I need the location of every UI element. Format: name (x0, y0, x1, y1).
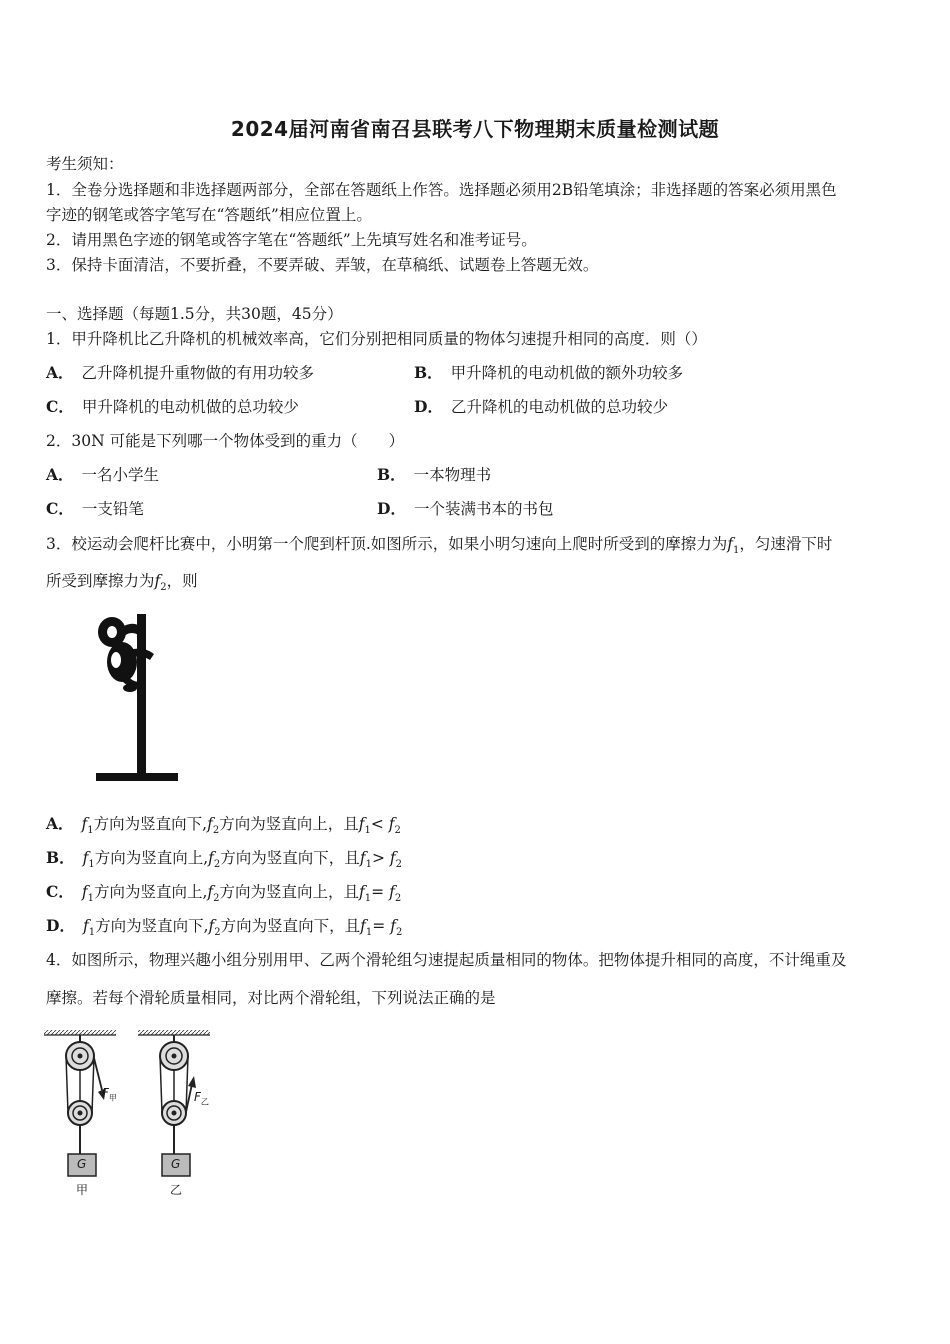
question-2-stem: 2．30N 可能是下列哪一个物体受到的重力（ ） (46, 432, 405, 450)
option-key: C． (46, 499, 74, 518)
stem-text: 所受到摩擦力为 (46, 572, 155, 590)
question-3-stem-line2 (46, 569, 198, 593)
symbol-f: f (727, 535, 734, 553)
option-text: 方向为竖直向上, (94, 849, 209, 867)
stem-text: 3．校运动会爬杆比赛中，小明第一个爬到杆顶.如图所示，如果小明匀速向上爬时所受到的摩擦力为 (46, 535, 728, 553)
symbol-f: f (81, 815, 88, 833)
subscript: 1 (87, 893, 94, 905)
question-3-stem-line1 (46, 532, 832, 556)
option-key: D． (377, 499, 406, 518)
option-text: 甲升降机的电动机做的额外功较多 (450, 364, 684, 382)
q1-option-b (414, 361, 683, 383)
notice-item-1-cont: 字迹的钢笔或答字笔写在“答题纸”相应位置上。 (46, 206, 372, 224)
symbol-f: f (207, 883, 214, 901)
subscript: 2 (394, 825, 401, 837)
question-4-stem-line1: 4．如图所示，物理兴趣小组分别用甲、乙两个滑轮组匀速提起质量相同的物体。把物体提升相同的高度，不计绳重及 (46, 951, 847, 969)
q1-option-c (46, 395, 299, 417)
symbol-f: f (82, 917, 89, 935)
symbol-f: f (390, 917, 396, 935)
force-subscript: 甲 (108, 1093, 117, 1103)
q2-option-c (46, 497, 144, 519)
option-key: C． (46, 397, 74, 416)
option-text: 方向为竖直向下, (95, 917, 209, 935)
option-text: 方向为竖直向上，且 (219, 883, 360, 901)
subscript: 2 (160, 582, 167, 594)
symbol-f: f (389, 883, 395, 901)
subscript: 2 (395, 927, 403, 939)
option-key: B． (377, 465, 406, 484)
q2-option-b (377, 463, 491, 485)
option-text: 乙升降机的电动机做的总功较少 (450, 398, 668, 416)
notice-item-1: 1．全卷分选择题和非选择题两部分，全部在答题纸上作答。选择题必须用2B铅笔填涂；非选择题的答案必须用黑色 (46, 181, 837, 199)
question-4-stem-line2: 摩擦。若每个滑轮质量相同，对比两个滑轮组，下列说法正确的是 (46, 989, 496, 1007)
subscript: 2 (394, 893, 402, 905)
notice-item-3: 3．保持卡面清洁，不要折叠，不要弄破、弄皱，在草稿纸、试题卷上答题无效。 (46, 256, 599, 274)
option-key: D． (414, 397, 443, 416)
option-key: D． (46, 916, 75, 935)
q3-option-c (46, 880, 401, 904)
pole-base (96, 773, 178, 781)
option-text: 一支铅笔 (81, 500, 144, 518)
subscript: 1 (88, 927, 96, 939)
pulley-figure (42, 1028, 222, 1200)
option-text: 一本物理书 (413, 466, 492, 484)
option-key: B． (46, 848, 75, 867)
option-text: 方向为竖直向上, (93, 883, 208, 901)
symbol-f: f (358, 815, 365, 833)
force-subscript: 乙 (200, 1097, 209, 1107)
symbol-f: f (82, 849, 89, 867)
force-label-right (194, 1090, 209, 1107)
symbol-f: f (359, 849, 366, 867)
option-key: B． (414, 363, 443, 382)
pulley-drawing (42, 1028, 222, 1200)
option-text: 乙升降机提升重物做的有用功较多 (81, 364, 315, 382)
relation: = (372, 917, 386, 935)
q3-option-b (46, 846, 402, 870)
weight-label-left: G (77, 1157, 87, 1171)
pole-climbing-figure (88, 610, 184, 786)
relation: > (371, 849, 385, 867)
option-key: A． (46, 363, 74, 382)
stem-text: ，匀速滑下时 (739, 535, 833, 553)
option-key: C． (46, 882, 74, 901)
caption-left: 甲 (76, 1183, 89, 1197)
notice-heading: 考生须知： (46, 155, 124, 173)
subscript: 1 (88, 859, 95, 871)
force-symbol: F (194, 1090, 201, 1104)
q3-option-a (46, 812, 401, 836)
subscript: 1 (365, 927, 373, 939)
subscript: 1 (733, 545, 740, 557)
option-key: A． (46, 465, 74, 484)
notice-item-2: 2．请用黑色字迹的钢笔或答字笔在“答题纸”上先填写姓名和准考证号。 (46, 231, 537, 249)
subscript: 1 (364, 893, 372, 905)
q3-option-d (46, 914, 402, 938)
pole (137, 614, 146, 776)
q2-option-a (46, 463, 159, 485)
symbol-f: f (154, 572, 161, 590)
q1-option-d (414, 395, 668, 417)
symbol-f: f (208, 849, 214, 867)
option-key: A． (46, 814, 74, 833)
q2-option-d (377, 497, 553, 519)
relation: = (371, 883, 385, 901)
symbol-f: f (81, 883, 88, 901)
symbol-f: f (388, 815, 395, 833)
symbol-f: f (207, 815, 213, 833)
option-text: 一个装满书本的书包 (413, 500, 554, 518)
subscript: 2 (212, 825, 220, 837)
symbol-f: f (359, 883, 365, 901)
caption-right: 乙 (170, 1183, 183, 1197)
subscript: 2 (214, 927, 221, 939)
relation: < (370, 815, 384, 833)
q1-option-a (46, 361, 314, 383)
option-text: 方向为竖直向上，且 (219, 815, 359, 833)
subscript: 2 (395, 859, 402, 871)
subscript: 1 (365, 859, 372, 871)
subscript: 1 (364, 825, 371, 837)
option-text: 一名小学生 (81, 466, 160, 484)
symbol-f: f (360, 917, 366, 935)
option-text: 方向为竖直向下, (93, 815, 208, 833)
page-title: 2024届河南省南召县联考八下物理期末质量检测试题 (230, 117, 720, 141)
symbol-f: f (208, 917, 215, 935)
option-text: 方向为竖直向下，且 (220, 849, 360, 867)
stem-text: ，则 (166, 572, 198, 590)
option-text: 方向为竖直向下，且 (220, 917, 361, 935)
weight-label-right: G (171, 1157, 181, 1171)
force-symbol: F (102, 1086, 109, 1100)
subscript: 2 (213, 859, 221, 871)
subscript: 1 (87, 825, 94, 837)
question-1-stem: 1．甲升降机比乙升降机的机械效率高，它们分别把相同质量的物体匀速提升相同的高度．则（） (46, 330, 707, 348)
symbol-f: f (389, 849, 396, 867)
section-heading: 一、选择题（每题1.5分，共30题，45分） (46, 305, 343, 323)
option-text: 甲升降机的电动机做的总功较少 (81, 398, 299, 416)
force-label-left (102, 1086, 117, 1103)
subscript: 2 (213, 893, 220, 905)
